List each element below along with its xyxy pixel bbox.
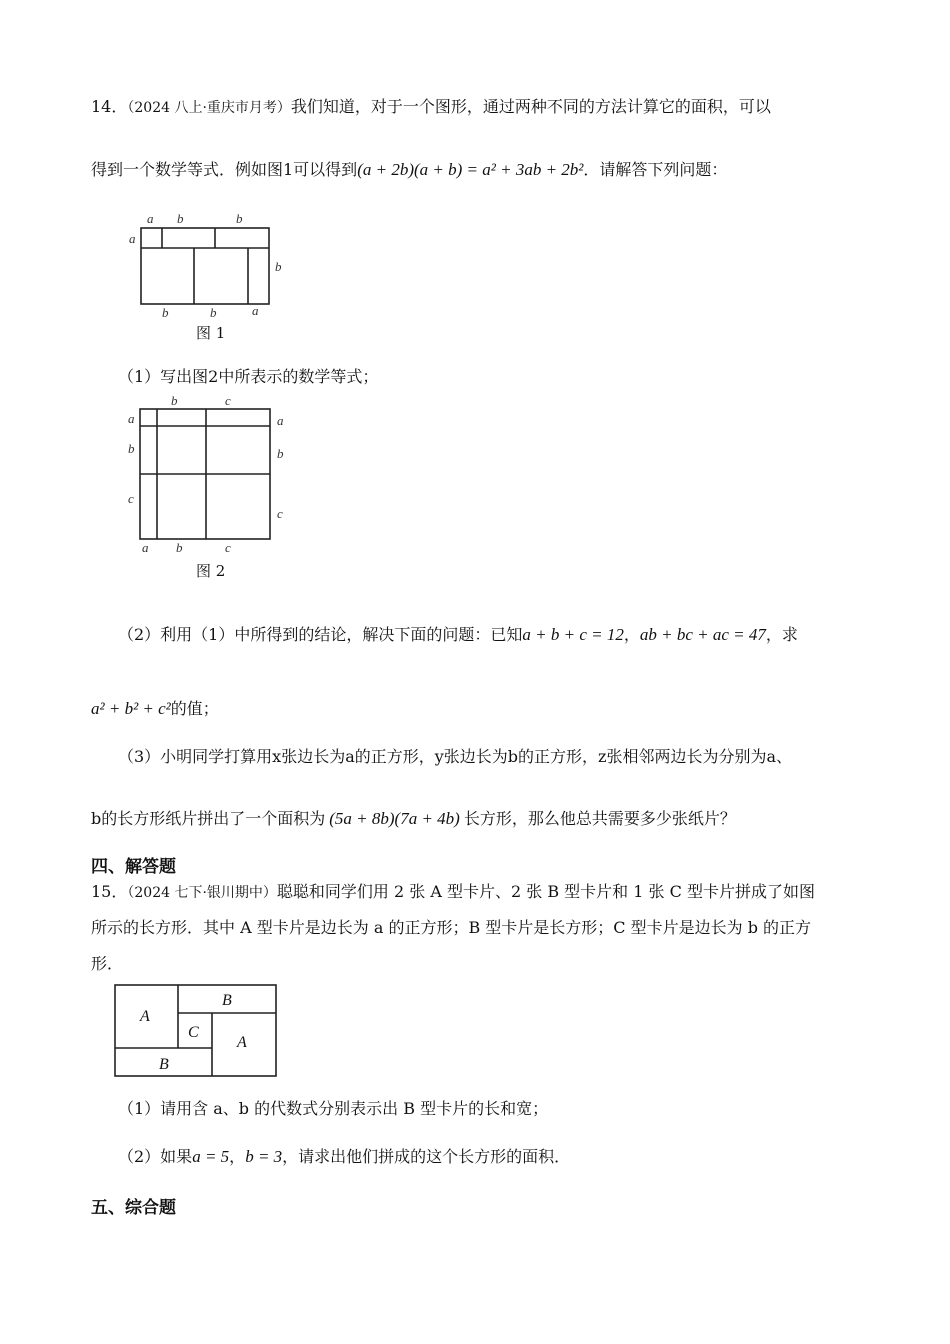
fig2-bottom-label-a: a [142, 540, 149, 555]
figure-2 [120, 392, 300, 558]
fig1-top-label-a: a [147, 211, 154, 226]
q14-number: 14． [91, 97, 128, 116]
q15-label-A1: A [140, 1008, 150, 1025]
q14-line2-prefix: 得到一个数学等式．例如图1可以得到 [91, 160, 358, 179]
q15-line1 [91, 879, 815, 902]
q15-label-B1: B [222, 992, 232, 1009]
fig2-left-label-b: b [128, 441, 135, 456]
q15-part2-prefix: （2）如果 [118, 1147, 193, 1166]
q15-part2 [118, 1144, 570, 1167]
fig1-top-label-b2: b [236, 211, 243, 226]
fig2-bottom-label-c: c [225, 540, 231, 555]
q14-part2-eq2: ab + bc + ac = 47 [639, 625, 766, 644]
q15-label-B2: B [159, 1056, 169, 1073]
q14-part2-sum-squares: a² + b² + c² [91, 699, 171, 718]
q14-line1 [91, 94, 771, 117]
figure-1-caption: 图 1 [196, 324, 226, 342]
q15-number: 15． [91, 882, 128, 901]
q15-figure [112, 982, 282, 1080]
fig2-top-label-b: b [171, 393, 178, 408]
q14-part3-line2 [91, 806, 736, 829]
q14-intro-text: 我们知道，对于一个图形，通过两种不同的方法计算它的面积，可以 [290, 97, 771, 116]
fig1-top-label-b1: b [177, 211, 184, 226]
q15-source: （2024 七下·银川期中） [127, 885, 277, 901]
fig1-bottom-label-b1: b [162, 305, 169, 320]
section-4-heading: 四、解答题 [91, 857, 176, 877]
q15-intro-text: 聪聪和同学们用 2 张 A 型卡片、2 张 B 型卡片和 1 张 C 型卡片拼成了如图 [276, 882, 815, 901]
q14-part2-prefix: （2）利用（1）中所得到的结论，解决下面的问题：已知 [118, 625, 523, 644]
figure-2-caption: 图 2 [196, 562, 226, 580]
q15-line3: 形． [91, 954, 124, 973]
q14-part2-line2 [91, 696, 219, 719]
q14-part2-line1 [118, 622, 798, 645]
fig2-bottom-label-b: b [176, 540, 183, 555]
fig1-left-label: a [129, 231, 136, 246]
q14-source: （2024 八上·重庆市月考） [127, 100, 291, 116]
q15-label-C: C [188, 1024, 199, 1041]
q15-part2-comma: ， [229, 1147, 246, 1166]
q14-part2-suffix: ，求 [765, 625, 798, 644]
q14-example-formula: (a + 2b)(a + b) = a² + 3ab + 2b² [357, 160, 584, 179]
fig2-right-label-b: b [277, 446, 284, 461]
q14-part2-comma: ， [623, 625, 640, 644]
section-5-heading: 五、综合题 [91, 1198, 176, 1218]
fig2-right-label-c: c [277, 506, 283, 521]
q14-part2-eq1: a + b + c = 12 [522, 625, 624, 644]
q14-part1: （1）写出图2中所表示的数学等式； [118, 367, 379, 386]
fig2-left-label-a: a [128, 411, 135, 426]
q15-part2-suffix: ，请求出他们拼成的这个长方形的面积． [282, 1147, 571, 1166]
fig1-bottom-label-b2: b [210, 305, 217, 320]
q15-part2-a-value: a = 5 [192, 1147, 230, 1166]
fig1-bottom-label-a: a [252, 303, 259, 318]
q14-line2-suffix: ．请解答下列问题： [583, 160, 728, 179]
q14-part3-formula: (5a + 8b)(7a + 4b) [329, 809, 460, 828]
q14-part3-suffix: 长方形，那么他总共需要多少张纸片？ [463, 809, 736, 828]
q14-part2-line2-suffix: 的值； [170, 699, 219, 718]
fig2-right-label-a: a [277, 413, 284, 428]
fig1-right-label: b [275, 259, 282, 274]
q15-part2-b-value: b = 3 [245, 1147, 283, 1166]
q14-part3-line1: （3）小明同学打算用x张边长为a的正方形，y张边长为b的正方形，z张相邻两边长为分别为a、 [118, 747, 792, 766]
figure-1 [120, 205, 300, 325]
q14-line2 [91, 157, 727, 180]
q15-label-A2: A [237, 1034, 247, 1051]
fig2-top-label-c: c [225, 393, 231, 408]
fig2-left-label-c: c [128, 491, 134, 506]
q15-line2: 所示的长方形．其中 A 型卡片是边长为 a 的正方形；B 型卡片是长方形；C 型卡片是边长为 b 的正方 [91, 918, 812, 937]
q14-part3-prefix: b的长方形纸片拼出了一个面积为 [91, 809, 326, 828]
q15-part1: （1）请用含 a、b 的代数式分别表示出 B 型卡片的长和宽； [118, 1099, 549, 1118]
